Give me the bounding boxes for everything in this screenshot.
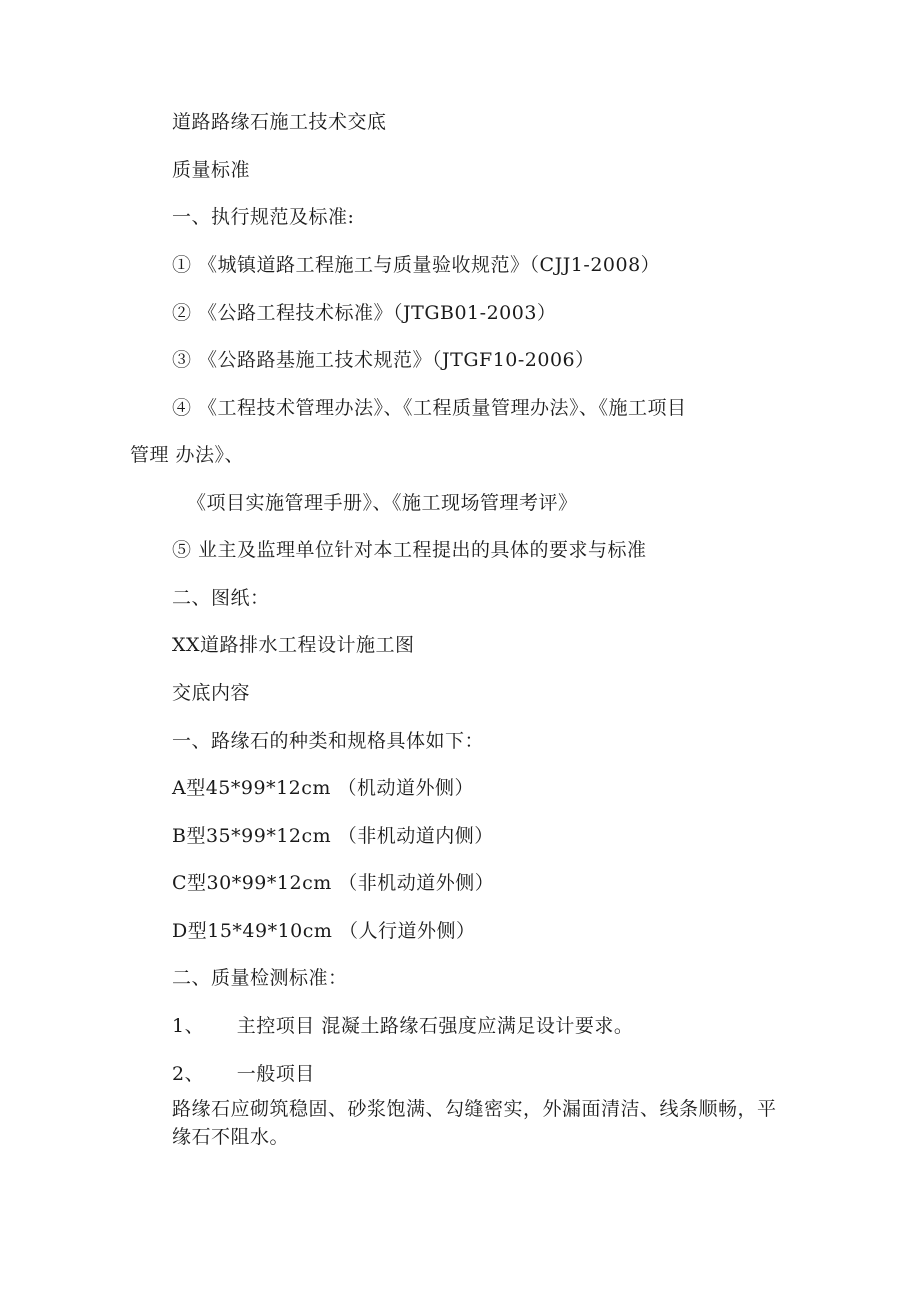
norm-item-1: ① 《城镇道路工程施工与质量验收规范》（CJJ1-2008） <box>172 254 661 276</box>
type-c: C型30*99*12cm （非机动道外侧） <box>172 872 495 894</box>
document-title: 道路路缘石施工技术交底 <box>172 111 387 133</box>
type-a: A型45*99*12cm （机动道外侧） <box>172 777 474 799</box>
heading-norms: 一、执行规范及标准: <box>172 206 355 228</box>
norm-item-4-line-3: 《项目实施管理手册》、《施工现场管理考评》 <box>187 492 578 514</box>
inspection-item-2: 2、 一般项目 <box>172 1063 315 1085</box>
norm-item-4-line-1: ④ 《工程技术管理办法》、《工程质量管理办法》、《施工项目 <box>172 397 687 419</box>
norm-item-4-line-2: 管理 办法》、 <box>130 444 245 466</box>
heading-inspection: 二、质量检测标准： <box>172 967 348 989</box>
section-quality-standard: 质量标准 <box>172 159 251 181</box>
heading-drawings: 二、图纸： <box>172 587 270 609</box>
inspection-item-2-text: 路缘石应砌筑稳固、砂浆饱满、勾缝密实，外漏面清洁、线条顺畅，平缘石不阻水。 <box>172 1098 777 1148</box>
type-d: D型15*49*10cm （人行道外侧） <box>172 920 476 942</box>
norm-item-3: ③ 《公路路基施工技术规范》（JTGF10-2006） <box>172 349 595 371</box>
norm-item-2: ② 《公路工程技术标准》（JTGB01-2003） <box>172 302 557 324</box>
inspection-item-1: 1、 主控项目 混凝土路缘石强度应满足设计要求。 <box>172 1015 634 1037</box>
drawings-text: XX道路排水工程设计施工图 <box>172 634 415 656</box>
heading-types: 一、路缘石的种类和规格具体如下： <box>172 730 485 752</box>
type-b: B型35*99*12cm （非机动道内侧） <box>172 825 494 847</box>
section-content: 交底内容 <box>172 682 251 704</box>
norm-item-5: ⑤ 业主及监理单位针对本工程提出的具体的要求与标准 <box>172 539 647 561</box>
